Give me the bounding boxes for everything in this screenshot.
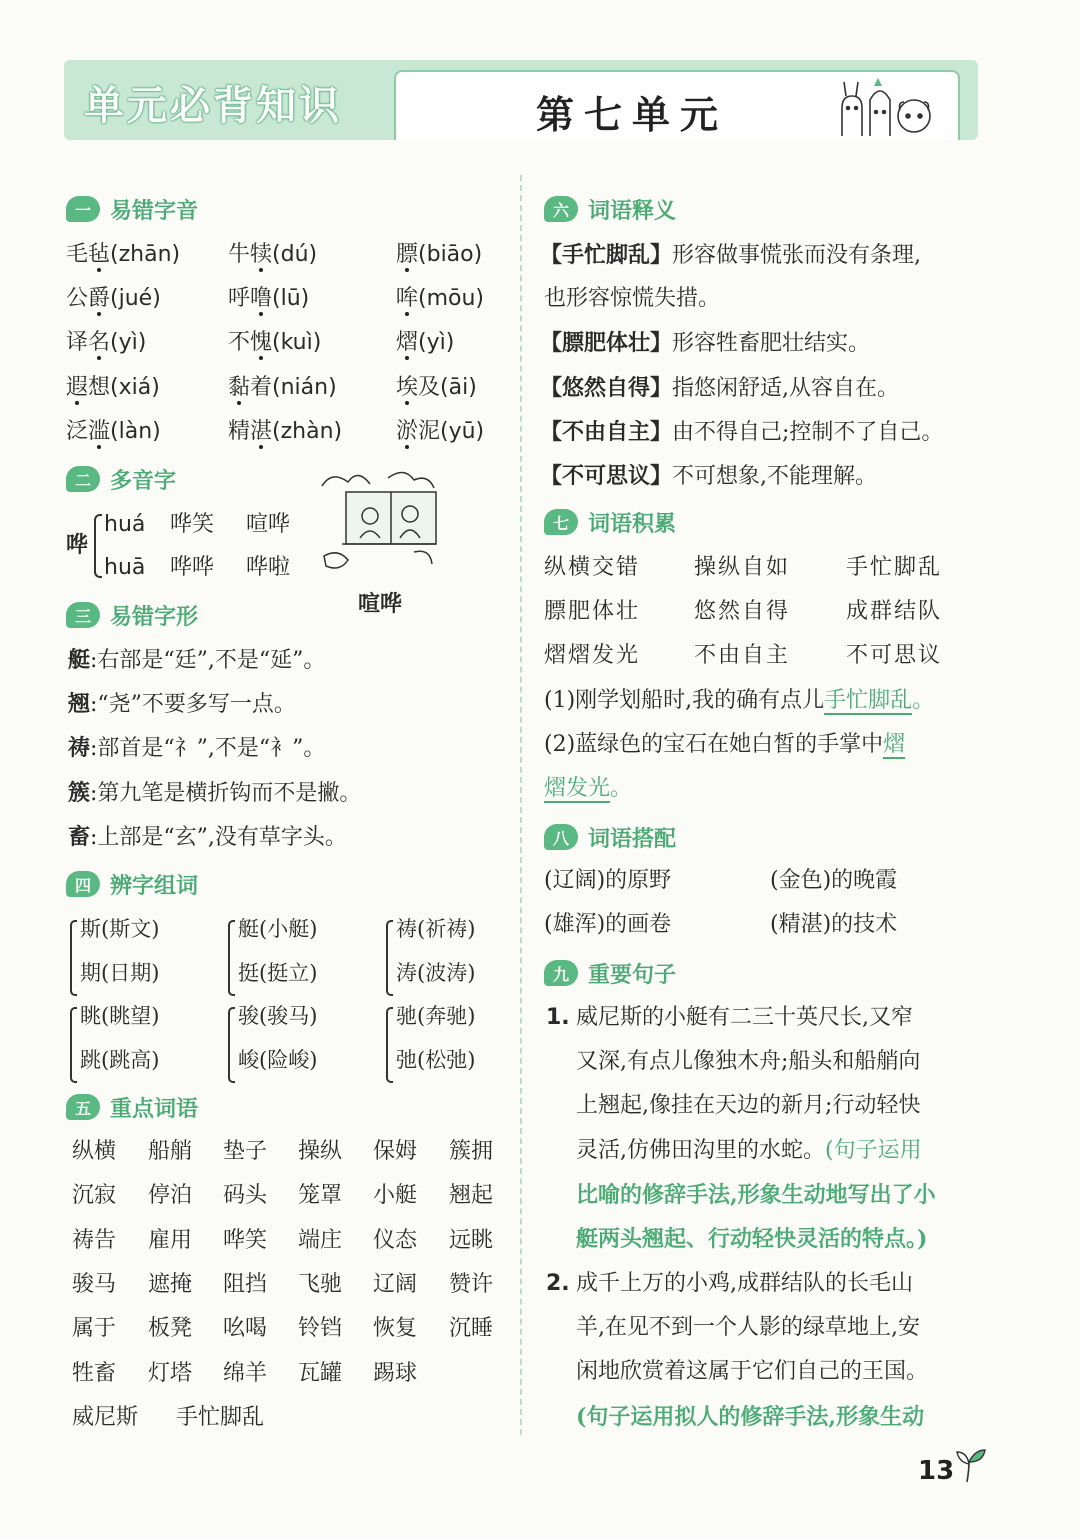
definition-text: 形容做事慌张而没有条理, [672, 243, 922, 268]
definition-text: 不可想象,不能理解。 [672, 464, 878, 489]
char-pair [386, 914, 516, 1000]
idiom: 膘肥体壮 [544, 599, 641, 624]
key-word: 瓦罐 [298, 1360, 343, 1386]
sprout-icon [955, 1448, 987, 1484]
pronunciation-item [66, 284, 161, 314]
sentence-line: 闲地欣赏着这属于它们自己的王国。 [576, 1359, 929, 1384]
pair-word: 跳(跳高) [80, 1048, 160, 1072]
dotted-char: 哞 [396, 286, 419, 311]
pair-word: 弛(松弛) [396, 1048, 476, 1072]
pronunciation-item [228, 373, 337, 403]
key-word: 保姆 [373, 1139, 418, 1164]
idiom: 悠然自得 [694, 599, 791, 624]
idiom: 手忙脚乱 [846, 555, 943, 580]
key-word: 仪态 [373, 1227, 418, 1253]
key-word: 阻挡 [223, 1271, 268, 1297]
definition-term: 【不由自主】 [540, 419, 673, 445]
illustration-caption: 喧哗 [358, 592, 403, 617]
idiom: 操纵自如 [694, 555, 791, 580]
sentence-text: (1)刚学划船时,我的确有点儿 [544, 688, 825, 713]
dotted-char: 熠 [396, 330, 419, 355]
key-char: 艇 [68, 647, 91, 673]
sentence-number: 1. [546, 1005, 570, 1030]
pronunciation-item [228, 328, 321, 358]
char-pair [70, 1001, 200, 1087]
pinyin: (yì) [110, 330, 147, 355]
sentence-line: 又深,有点儿像独木舟;船头和船艄向 [576, 1049, 921, 1074]
key-word: 翘起 [449, 1183, 494, 1209]
section-number: 七 [544, 509, 578, 535]
plain-char: 译 [66, 330, 89, 355]
dotted-char: 愧 [250, 330, 273, 355]
section-8-heading [544, 820, 676, 854]
section-number: 六 [544, 196, 578, 222]
underlined-word: 熠 [883, 732, 906, 757]
definition-term: 【手忙脚乱】 [540, 242, 673, 268]
pinyin: (mōu) [418, 286, 485, 311]
form-note: :部首是“礻”,不是“衤”。 [90, 736, 326, 761]
plain-char: 不 [228, 330, 251, 355]
example-sentence-1 [544, 686, 934, 716]
pair-word: 斯(斯文) [80, 917, 160, 941]
key-word: 码头 [223, 1183, 268, 1209]
definition-item [540, 417, 943, 448]
key-word: 簇拥 [449, 1139, 494, 1164]
idiom: 熠熠发光 [544, 643, 641, 668]
sentence-end: 。 [912, 688, 935, 713]
key-word: 端庄 [298, 1227, 343, 1253]
brace [386, 1007, 393, 1083]
key-word: 遮掩 [148, 1271, 193, 1297]
key-word: 停泊 [148, 1183, 193, 1209]
pinyin: 及(āi) [418, 375, 477, 400]
key-word: 沉睡 [449, 1316, 494, 1342]
sentence-line: 上翘起,像挂在天边的新月;行动轻快 [576, 1093, 921, 1118]
sentence-text: 灵活,仿佛田沟里的水蛇。 [576, 1138, 825, 1163]
pinyin: 泥(yū) [418, 419, 485, 444]
key-word: 踢球 [373, 1360, 418, 1386]
section-title: 辨字组词 [110, 873, 199, 899]
cartoon-animals-icon [832, 78, 942, 138]
form-line [68, 778, 361, 809]
char-pair [228, 914, 358, 1000]
dotted-char: 名 [88, 330, 111, 355]
definition-item [540, 328, 870, 359]
sentence-line: 羊,在见不到一个人影的绿草地上,安 [576, 1315, 920, 1340]
section-number: 一 [66, 196, 100, 222]
section-number: 八 [544, 824, 578, 850]
pronunciation-item [66, 373, 160, 403]
plain-char: 毛 [66, 242, 89, 267]
definition-text: 形容牲畜肥壮结实。 [672, 331, 871, 356]
sentence-end: 。 [610, 776, 633, 801]
section-title: 重要句子 [588, 962, 677, 988]
brace [70, 920, 77, 996]
pair-word: 涛(波涛) [396, 961, 476, 985]
example-sentence-2-continued [544, 774, 632, 804]
key-word: 操纵 [298, 1139, 343, 1164]
key-word: 属于 [72, 1316, 117, 1342]
underlined-word: 手忙脚乱 [824, 688, 913, 713]
analysis-line: 艇两头翘起、行动轻快灵活的特点。) [576, 1226, 928, 1252]
pinyin: (zhān) [110, 242, 181, 267]
section-4-heading [66, 867, 198, 901]
polyphone-word: 哗啦 [246, 555, 291, 580]
pronunciation-item [66, 240, 180, 270]
form-note: :第九笔是横折钩而不是撇。 [90, 781, 362, 806]
pinyin: 着(nián) [250, 375, 337, 400]
char-pair [70, 914, 200, 1000]
pinyin: (dú) [272, 242, 318, 267]
dotted-char: 毡 [88, 242, 111, 267]
section-number: 五 [66, 1094, 100, 1120]
sentence-number: 2. [546, 1271, 570, 1296]
plain-char: 泛 [66, 419, 89, 444]
collocation: (金色)的晚霞 [770, 868, 898, 893]
collocation: (精湛)的技术 [770, 912, 898, 937]
section-title: 词语搭配 [588, 826, 677, 852]
key-word: 飞驰 [298, 1271, 343, 1297]
key-word: 祷告 [72, 1227, 117, 1253]
definition-text: 指悠闲舒适,从容自在。 [672, 376, 900, 401]
pinyin: (làn) [110, 419, 161, 444]
example-sentence-2 [544, 730, 905, 760]
polyphone-pinyin-1: huá [104, 512, 146, 537]
form-note: :上部是“玄”,没有草字头。 [90, 825, 347, 850]
key-word: 沉寂 [72, 1183, 117, 1209]
idiom: 纵横交错 [544, 555, 641, 580]
brace [70, 1007, 77, 1083]
sentence-line: 威尼斯的小艇有二三十英尺长,又窄 [576, 1005, 913, 1030]
section-9-heading [544, 956, 676, 990]
pair-word: 驰(奔驰) [396, 1004, 476, 1028]
section-6-heading [544, 192, 676, 226]
brace [94, 514, 102, 578]
dotted-char: 犊 [250, 242, 273, 267]
definition-item [540, 461, 877, 492]
section-2-heading [66, 462, 176, 496]
unit-header [64, 60, 978, 140]
key-char: 祷 [68, 735, 91, 761]
dotted-char: 淤 [396, 419, 419, 444]
key-word: 船艄 [148, 1139, 193, 1164]
key-word: 绵羊 [223, 1360, 268, 1386]
pinyin: (zhàn) [272, 419, 343, 444]
key-word: 赞许 [449, 1271, 494, 1297]
key-word: 垫子 [223, 1139, 268, 1164]
key-word: 手忙脚乱 [176, 1404, 265, 1430]
analysis-line: (句子运用拟人的修辞手法,形象生动 [576, 1404, 925, 1430]
idiom: 不由自主 [694, 643, 791, 668]
pronunciation-item [396, 373, 477, 403]
section-5-heading [66, 1090, 198, 1124]
section-number: 三 [66, 602, 100, 628]
dotted-char: 膘 [396, 242, 419, 267]
key-word: 纵横 [72, 1139, 117, 1164]
pinyin: (lū) [272, 286, 310, 311]
section-title: 词语释义 [588, 198, 677, 224]
collocation: (雄浑)的画卷 [544, 912, 672, 937]
section-title: 易错字音 [110, 198, 199, 224]
polyphone-word: 哗笑 [170, 512, 215, 537]
polyphone-char: 哗 [66, 532, 89, 558]
definition-item [540, 240, 921, 271]
pronunciation-item [228, 240, 317, 270]
dotted-char: 湛 [250, 419, 273, 444]
pair-word: 峻(险峻) [238, 1048, 318, 1072]
key-word: 恢复 [373, 1316, 418, 1342]
char-pair [228, 1001, 358, 1087]
key-word: 灯塔 [148, 1360, 193, 1386]
section-number: 九 [544, 960, 578, 986]
form-note: :“尧”不要多写一点。 [90, 692, 296, 717]
dotted-char: 遐 [66, 375, 89, 400]
dotted-char: 爵 [88, 286, 111, 311]
analysis-text: (句子运用 [825, 1138, 922, 1163]
form-line [68, 645, 325, 676]
key-word: 辽阔 [373, 1271, 418, 1297]
collocation: (辽阔)的原野 [544, 868, 672, 893]
analysis-line: 比喻的修辞手法,形象生动地写出了小 [576, 1182, 936, 1208]
section-number: 四 [66, 871, 100, 897]
sentence-line [576, 1136, 922, 1166]
pinyin: (kuì) [272, 330, 322, 355]
brace [228, 1007, 235, 1083]
sentence-text: (2)蓝绿色的宝石在她白皙的手掌中 [544, 732, 884, 757]
page-number: 13 [918, 1456, 955, 1486]
pair-word: 骏(骏马) [238, 1004, 318, 1028]
definition-text-continued: 也形容惊慌失措。 [544, 286, 721, 311]
pinyin: (biāo) [418, 242, 483, 267]
pair-word: 艇(小艇) [238, 917, 318, 941]
brace [228, 920, 235, 996]
form-line [68, 822, 347, 853]
brace [386, 920, 393, 996]
pair-word: 祷(祈祷) [396, 917, 476, 941]
section-title: 词语积累 [588, 511, 677, 537]
definition-term: 【不可思议】 [540, 463, 673, 489]
definition-item [540, 373, 899, 404]
pronunciation-item [396, 284, 484, 314]
pair-word: 挺(挺立) [238, 961, 318, 985]
key-word: 威尼斯 [72, 1404, 139, 1430]
section-3-heading [66, 598, 198, 632]
plain-char: 呼 [228, 286, 251, 311]
key-word: 雇用 [148, 1227, 193, 1253]
pronunciation-item [396, 240, 482, 270]
section-title: 重点词语 [110, 1096, 199, 1122]
header-title-box [394, 70, 960, 140]
form-line [68, 689, 296, 720]
key-word: 板凳 [148, 1316, 193, 1342]
dotted-char: 噜 [250, 286, 273, 311]
section-number: 二 [66, 466, 100, 492]
section-title: 多音字 [110, 468, 177, 494]
definition-term: 【悠然自得】 [540, 375, 673, 401]
key-char: 畜 [68, 824, 91, 850]
sentence-line: 成千上万的小鸡,成群结队的长毛山 [576, 1271, 913, 1296]
polyphone-word: 哗哗 [170, 555, 215, 580]
key-word: 小艇 [373, 1183, 418, 1209]
key-word: 铃铛 [298, 1316, 343, 1342]
char-pair [386, 1001, 516, 1087]
unit-title: 第七单元 [536, 93, 729, 137]
pronunciation-item [66, 417, 161, 447]
pinyin: (yì) [418, 330, 455, 355]
form-line [68, 733, 325, 764]
definition-text: 由不得自己;控制不了自己。 [672, 420, 944, 445]
section-7-heading [544, 505, 676, 539]
polyphone-pinyin-2: huā [104, 555, 146, 580]
key-char: 翘 [68, 691, 91, 717]
key-word: 哗笑 [223, 1227, 268, 1253]
key-word: 笼罩 [298, 1183, 343, 1209]
plain-char: 牛 [228, 242, 251, 267]
key-word: 吆喝 [223, 1316, 268, 1342]
pair-word: 期(日期) [80, 961, 160, 985]
idiom: 成群结队 [846, 599, 943, 624]
pronunciation-item [66, 328, 146, 358]
pronunciation-item [396, 417, 484, 447]
key-word: 远眺 [449, 1227, 494, 1253]
pronunciation-item [228, 284, 309, 314]
plain-char: 公 [66, 286, 89, 311]
definition-term: 【膘肥体壮】 [540, 330, 673, 356]
dotted-char: 埃 [396, 375, 419, 400]
pinyin: (jué) [110, 286, 161, 311]
dotted-char: 滥 [88, 419, 111, 444]
header-tag: 单元必背知识 [84, 83, 342, 129]
key-word: 牲畜 [72, 1360, 117, 1386]
underlined-word: 熠发光 [544, 776, 611, 801]
polyphone-word: 喧哗 [246, 512, 291, 537]
pronunciation-item [228, 417, 342, 447]
idiom: 不可思议 [846, 643, 943, 668]
pinyin: 想(xiá) [88, 375, 160, 400]
pair-word: 眺(眺望) [80, 1004, 160, 1028]
form-note: :右部是“廷”,不是“延”。 [90, 648, 326, 673]
dotted-char: 黏 [228, 375, 251, 400]
plain-char: 精 [228, 419, 251, 444]
section-1-heading [66, 192, 198, 226]
window-children-illustration [318, 468, 438, 578]
section-title: 易错字形 [110, 604, 199, 630]
column-divider [520, 175, 522, 1435]
key-word: 骏马 [72, 1271, 117, 1297]
pronunciation-item [396, 328, 454, 358]
key-char: 簇 [68, 780, 91, 806]
